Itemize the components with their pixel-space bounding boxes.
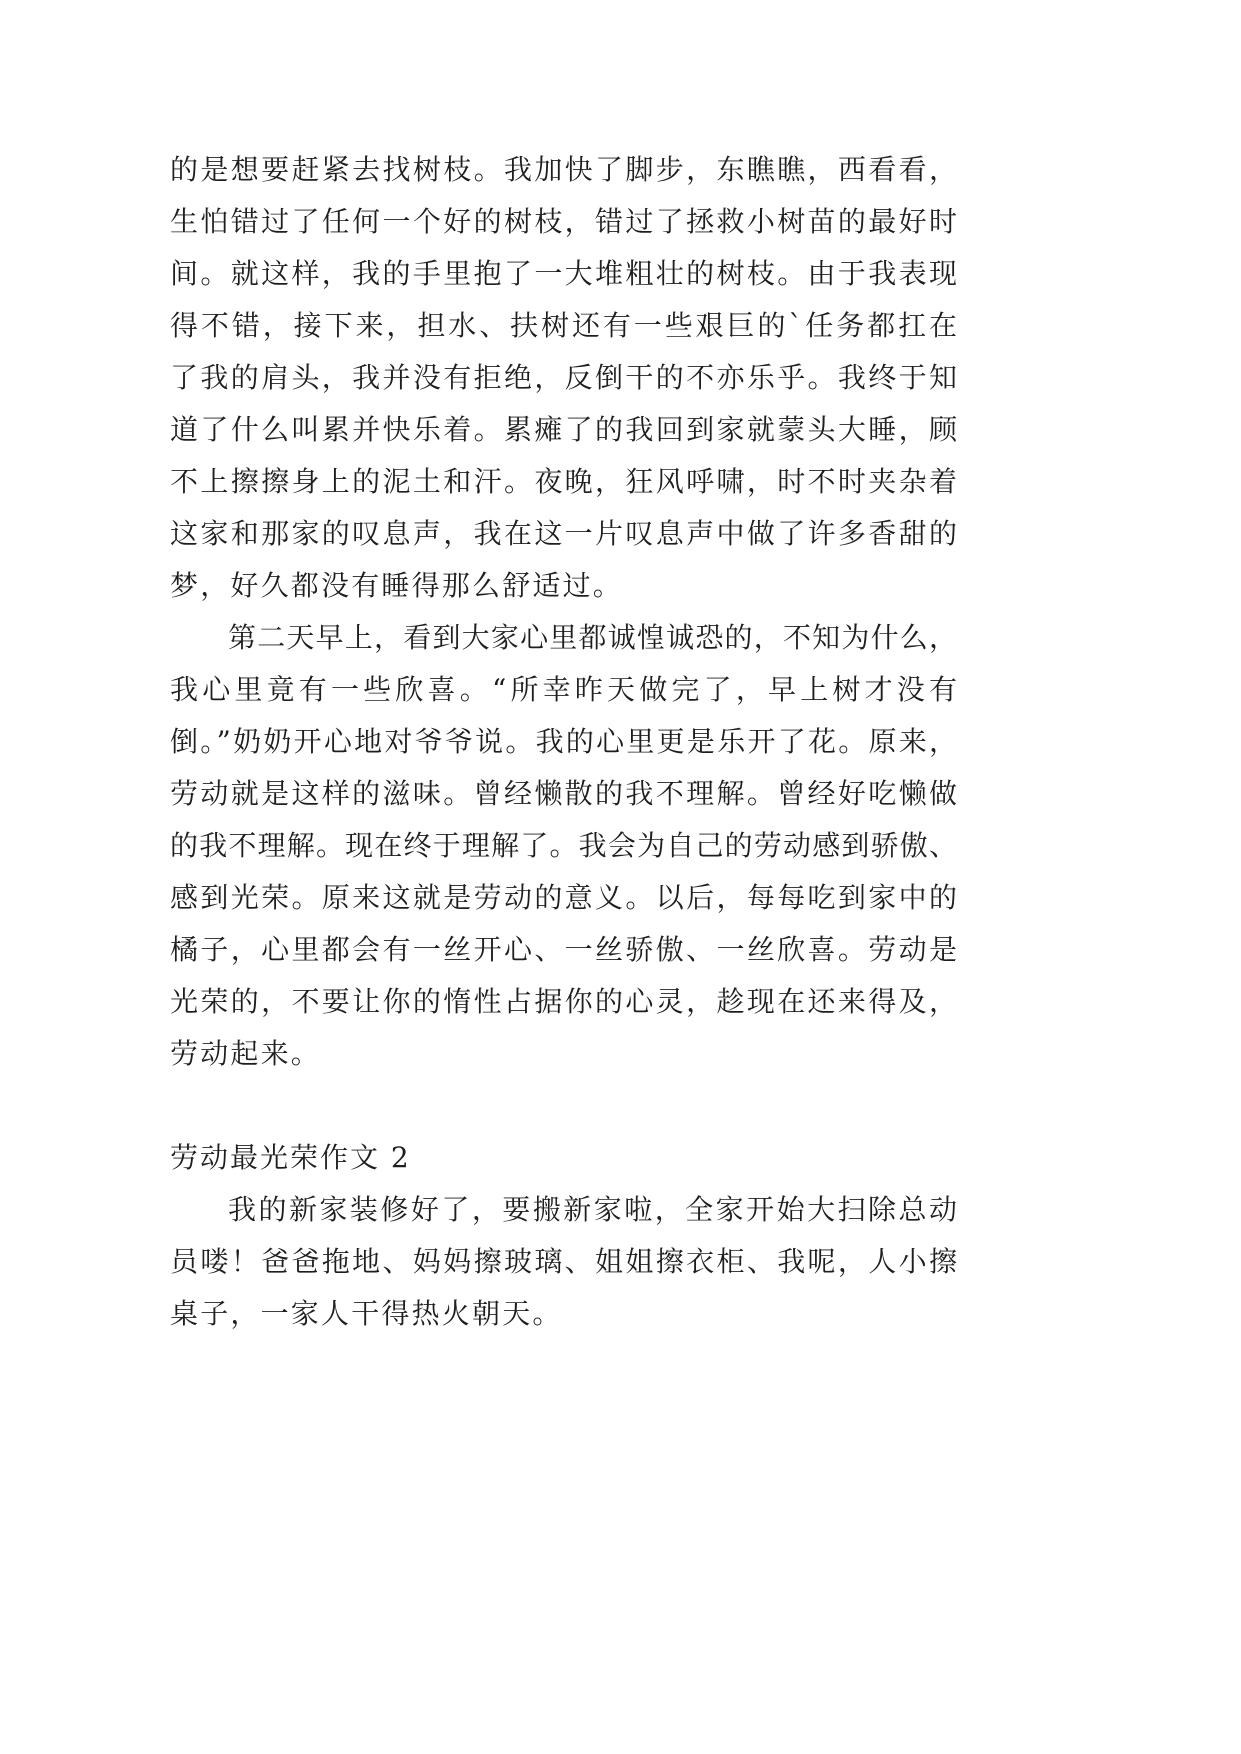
text-line: 梦，好久都没有睡得那么舒适过。: [170, 569, 624, 602]
blank-line: [170, 1080, 957, 1132]
text-line: 倒。”奶奶开心地对爷爷说。我的心里更是乐开了花。原来，: [170, 725, 957, 758]
text-line: 生怕错过了任何一个好的树枝，错过了拯救小树苗的最好时: [170, 205, 957, 238]
essay2-paragraph: [170, 1184, 957, 1340]
text-line: 不上擦擦身上的泥土和汗。夜晚，狂风呼啸，时不时夹杂着: [170, 465, 957, 498]
text-line: 橘子，心里都会有一丝开心、一丝骄傲、一丝欣喜。劳动是: [170, 933, 957, 966]
text-line: 了我的肩头，我并没有拒绝，反倒干的不亦乐乎。我终于知: [170, 361, 957, 394]
text-line: 我的新家装修好了，要搬新家啦，全家开始大扫除总动: [228, 1193, 957, 1226]
text-line: 劳动就是这样的滋味。曾经懒散的我不理解。曾经好吃懒做: [170, 777, 957, 810]
essay1-paragraph-continued: [170, 144, 957, 612]
text-line: 劳动起来。: [170, 1037, 322, 1070]
text-line: 的是想要赶紧去找树枝。我加快了脚步，东瞧瞧，西看看，: [170, 153, 957, 186]
essay-title: 劳动最光荣作文 2: [170, 1141, 411, 1174]
text-line: 桌子，一家人干得热火朝天。: [170, 1297, 563, 1330]
text-line: 我心里竟有一些欣喜。“所幸昨天做完了，早上树才没有: [170, 673, 957, 706]
text-line: 这家和那家的叹息声，我在这一片叹息声中做了许多香甜的: [170, 517, 957, 550]
text-line: 得不错，接下来，担水、扶树还有一些艰巨的`任务都扛在: [170, 309, 957, 342]
essay1-paragraph: [170, 612, 957, 1080]
text-line: 间。就这样，我的手里抱了一大堆粗壮的树枝。由于我表现: [170, 257, 957, 290]
text-line: 第二天早上，看到大家心里都诚惶诚恐的，不知为什么，: [228, 621, 957, 654]
text-line: 道了什么叫累并快乐着。累瘫了的我回到家就蒙头大睡，顾: [170, 413, 957, 446]
text-line: 感到光荣。原来这就是劳动的意义。以后，每每吃到家中的: [170, 881, 957, 914]
text-line: 光荣的，不要让你的惰性占据你的心灵，趁现在还来得及，: [170, 985, 957, 1018]
text-line: 员喽！爸爸拖地、妈妈擦玻璃、姐姐擦衣柜、我呢，人小擦: [170, 1245, 957, 1278]
text-line: 的我不理解。现在终于理解了。我会为自己的劳动感到骄傲、: [170, 829, 957, 862]
document-body: [170, 144, 957, 1340]
